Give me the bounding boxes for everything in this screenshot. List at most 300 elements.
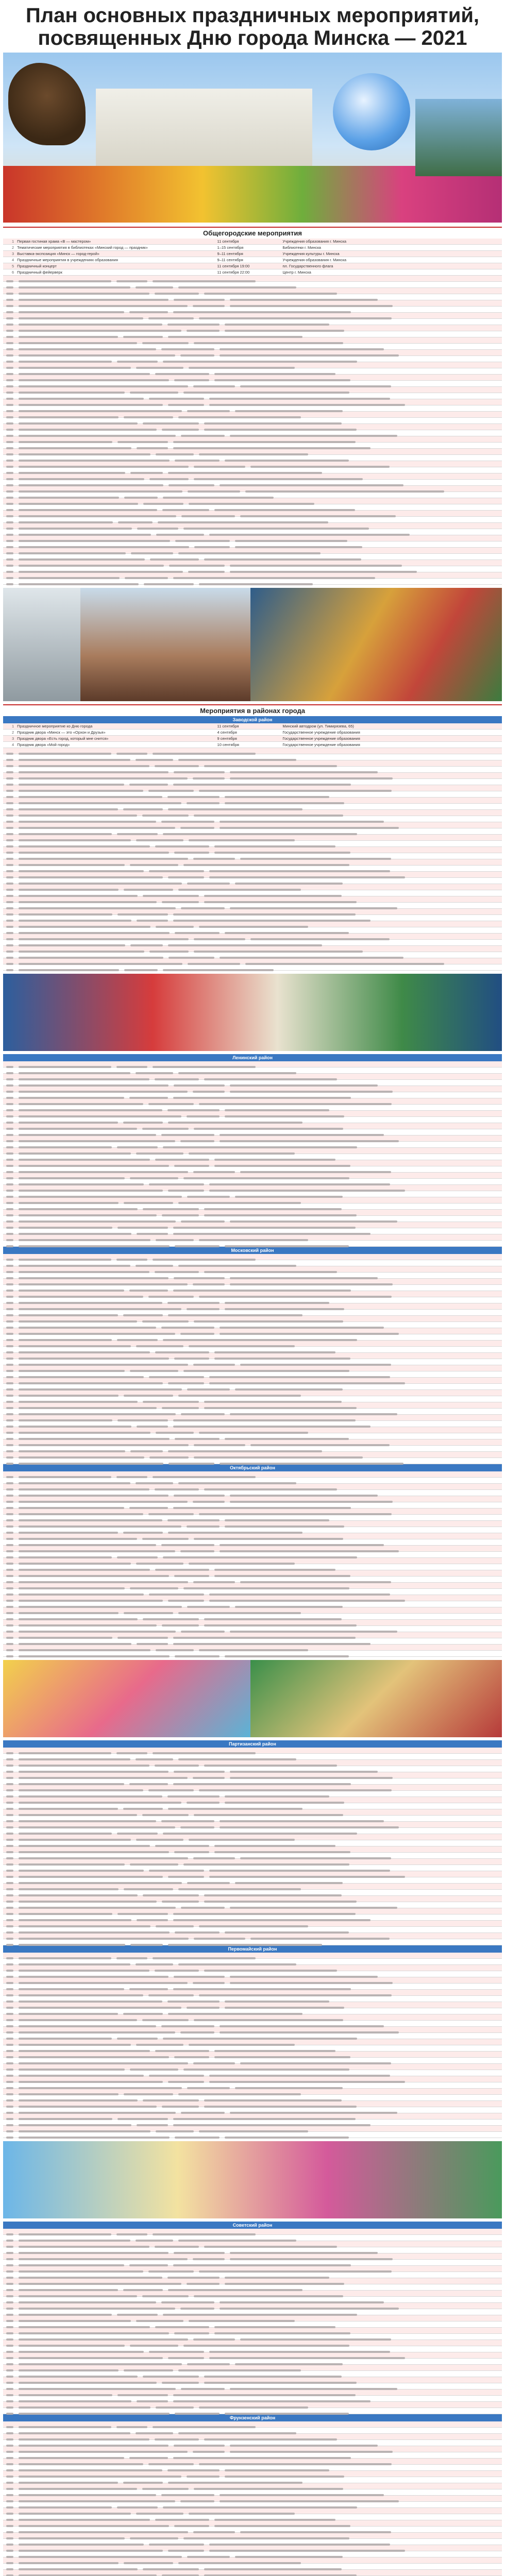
table-row	[3, 2027, 502, 2033]
table-row	[3, 1234, 502, 1241]
table-row	[3, 754, 502, 760]
table-row	[3, 1061, 502, 1067]
photo-strip-2	[3, 974, 502, 1051]
table-row	[3, 362, 502, 368]
table-cell	[6, 583, 13, 585]
table-row	[3, 523, 502, 529]
table-row	[3, 1098, 502, 1105]
table-row	[3, 2489, 502, 2496]
table-row	[3, 566, 502, 572]
table-row	[3, 529, 502, 535]
table-cell	[175, 1655, 220, 1657]
table-row	[3, 1210, 502, 1216]
table-cell	[225, 1655, 349, 1657]
table-row	[3, 1754, 502, 1760]
table-row	[3, 866, 502, 872]
table-row	[3, 393, 502, 399]
table-row	[3, 319, 502, 325]
table-row	[3, 1990, 502, 1996]
table-cell	[19, 2137, 170, 2139]
table-row	[3, 1853, 502, 1859]
table-row	[3, 2120, 502, 2126]
table-row	[3, 375, 502, 381]
table-row	[3, 2021, 502, 2027]
table-row: 3 Праздник двора «Есть город, который мне снится» 9 сентября Государственное учреждение образования	[3, 736, 502, 742]
table-row	[3, 1785, 502, 1791]
table-cell	[19, 1245, 170, 1247]
table-row	[3, 2008, 502, 2014]
table-row	[3, 1478, 502, 1484]
table-row	[3, 1959, 502, 1965]
table-row	[3, 1384, 502, 1390]
table-cell	[19, 1655, 170, 1657]
table-row	[3, 2545, 502, 2551]
table-row	[3, 1154, 502, 1160]
table-row: 1 Праздничное мероприятие ко Дню города 11 сентября Минский автодром (ул. Тимирязева, 65)	[3, 723, 502, 730]
table-row	[3, 560, 502, 566]
table-row	[3, 1933, 502, 1939]
district-band-moskovsky: Московский район	[3, 1247, 502, 1254]
table-row	[3, 2253, 502, 2260]
table-row	[3, 368, 502, 375]
table-row	[3, 2113, 502, 2120]
table-cell	[6, 1944, 13, 1946]
district-band-partizansky: Партизанский район	[3, 1740, 502, 1748]
table-cell	[19, 583, 139, 585]
district-table-continued	[3, 2421, 502, 2576]
table-row: 4 Праздник двора «Мой город» 10 сентября Государственное учреждение образования	[3, 742, 502, 748]
table-row	[3, 2126, 502, 2132]
district-band-sovetsky: Советский район	[3, 2222, 502, 2229]
table-row	[3, 2002, 502, 2008]
table-row	[3, 1117, 502, 1123]
table-row	[3, 418, 502, 424]
table-row	[3, 2383, 502, 2389]
table-row	[3, 1129, 502, 1136]
table-row	[3, 1266, 502, 1273]
table-row	[3, 572, 502, 579]
table-row	[3, 2465, 502, 2471]
table-row	[3, 1552, 502, 1558]
table-cell	[168, 1944, 322, 1946]
table-row	[3, 424, 502, 430]
table-row	[3, 1092, 502, 1098]
table-row	[3, 847, 502, 853]
table-row	[3, 2527, 502, 2533]
table-row	[3, 1080, 502, 1086]
table-row	[3, 511, 502, 517]
table-row	[3, 430, 502, 436]
table-row	[3, 1197, 502, 1204]
table-row	[3, 2421, 502, 2428]
district-table-continued	[3, 1471, 502, 1657]
table-row	[3, 2514, 502, 2520]
district-band-leninsky: Ленинский район	[3, 1054, 502, 1061]
table-row	[3, 964, 502, 971]
table-row	[3, 2235, 502, 2241]
table-row	[3, 958, 502, 964]
district-band-frunzensky: Фрунзенский район	[3, 2414, 502, 2421]
table-row	[3, 1828, 502, 1834]
table-cell	[6, 1245, 13, 1247]
table-row	[3, 517, 502, 523]
table-row	[3, 1803, 502, 1809]
table-row	[3, 1105, 502, 1111]
table-row	[3, 2408, 502, 2414]
title-line-2: посвященных Дню города Минска — 2021	[38, 27, 467, 49]
table-row	[3, 1490, 502, 1496]
photo-crowd-right	[415, 99, 502, 176]
table-row	[3, 1439, 502, 1446]
table-row	[3, 946, 502, 952]
table-row	[3, 1216, 502, 1222]
table-cell	[220, 1463, 403, 1465]
table-row	[3, 1914, 502, 1921]
table-row	[3, 443, 502, 449]
table-row	[3, 1834, 502, 1840]
table-row	[3, 1123, 502, 1129]
photo-dancers	[3, 2141, 502, 2218]
table-row	[3, 1877, 502, 1884]
top-photo-collage	[3, 53, 502, 223]
table-row	[3, 307, 502, 313]
district-band-zavodskoy: Заводской район	[3, 716, 502, 723]
table-cell	[245, 490, 444, 493]
table-row	[3, 2315, 502, 2321]
table-row	[3, 2371, 502, 2377]
table-row	[3, 2533, 502, 2539]
table-row	[3, 2402, 502, 2408]
table-row	[3, 748, 502, 754]
table-row	[3, 2434, 502, 2440]
general-events-table	[3, 239, 502, 276]
table-row	[3, 1415, 502, 1421]
table-row	[3, 2278, 502, 2284]
table-row	[3, 2352, 502, 2359]
table-cell	[225, 1245, 349, 1247]
table-row	[3, 1086, 502, 1092]
table-row	[3, 535, 502, 541]
district-band-oktyabrsky: Октябрьский район	[3, 1464, 502, 1471]
table-row	[3, 2551, 502, 2557]
table-row	[3, 1984, 502, 1990]
photo-city-building	[96, 89, 312, 171]
table-row	[3, 1871, 502, 1877]
table-row	[3, 1334, 502, 1341]
photo-balloon	[333, 73, 410, 150]
table-row	[3, 1509, 502, 1515]
table-row	[3, 492, 502, 498]
table-row	[3, 1409, 502, 1415]
table-row	[3, 1228, 502, 1234]
table-row	[3, 381, 502, 387]
table-row	[3, 1484, 502, 1490]
photo-monument	[3, 588, 80, 701]
table-cell	[199, 583, 313, 585]
table-row	[3, 1273, 502, 1279]
table-row	[3, 2058, 502, 2064]
general-table-continued	[3, 276, 502, 585]
table-row	[3, 2564, 502, 2570]
table-row	[3, 1996, 502, 2002]
table-row	[3, 1607, 502, 1614]
table-cell	[175, 2413, 220, 2415]
photo-parade	[3, 974, 502, 1051]
table-row	[3, 909, 502, 915]
table-row	[3, 798, 502, 804]
table-row	[3, 1421, 502, 1427]
table-row	[3, 1446, 502, 1452]
table-row	[3, 1378, 502, 1384]
table-row: 6 Праздничный фейерверк 11 сентября 22:00 Центр г. Минска	[3, 269, 502, 276]
table-row	[3, 1173, 502, 1179]
table-cell	[169, 1463, 214, 1465]
table-row	[3, 1160, 502, 1166]
table-row	[3, 2365, 502, 2371]
table-row	[3, 2291, 502, 2297]
table-row	[3, 2483, 502, 2489]
table-row	[3, 1191, 502, 1197]
table-row	[3, 2284, 502, 2291]
table-row	[3, 480, 502, 486]
table-row	[3, 2321, 502, 2328]
table-row	[3, 2241, 502, 2247]
table-row	[3, 853, 502, 859]
table-row	[3, 331, 502, 337]
table-row	[3, 1427, 502, 1433]
table-row	[3, 1797, 502, 1803]
table-row	[3, 2346, 502, 2352]
table-row	[3, 2377, 502, 2383]
photo-costume	[250, 1660, 502, 1737]
table-cell	[175, 1245, 220, 1247]
photo-children-art	[3, 1660, 250, 1737]
table-row	[3, 1977, 502, 1984]
table-row	[3, 1583, 502, 1589]
table-cell	[245, 963, 444, 965]
table-row	[3, 2496, 502, 2502]
table-row	[3, 1846, 502, 1853]
table-row	[3, 1816, 502, 1822]
table-row	[3, 952, 502, 958]
table-row	[3, 1890, 502, 1896]
table-row	[3, 2508, 502, 2514]
table-row	[3, 455, 502, 461]
table-row	[3, 915, 502, 921]
table-row	[3, 1241, 502, 1247]
table-row	[3, 2107, 502, 2113]
table-cell	[124, 969, 158, 971]
table-row	[3, 1353, 502, 1359]
table-row	[3, 884, 502, 890]
table-row	[3, 878, 502, 884]
table-row	[3, 467, 502, 473]
table-row	[3, 1142, 502, 1148]
table-row	[3, 903, 502, 909]
table-row	[3, 1748, 502, 1754]
table-row	[3, 1359, 502, 1365]
table-row	[3, 2272, 502, 2278]
table-row	[3, 1341, 502, 1347]
table-row	[3, 1760, 502, 1766]
table-row	[3, 1074, 502, 1080]
table-row	[3, 2052, 502, 2058]
table-row	[3, 579, 502, 585]
table-row	[3, 282, 502, 288]
photo-strip-1	[3, 588, 502, 701]
table-row	[3, 350, 502, 356]
table-row	[3, 1840, 502, 1846]
table-row	[3, 498, 502, 504]
table-row	[3, 1614, 502, 1620]
table-row	[3, 1521, 502, 1527]
table-row	[3, 1791, 502, 1797]
table-row	[3, 921, 502, 927]
table-row	[3, 2247, 502, 2253]
district-table-continued	[3, 1254, 502, 1464]
table-row	[3, 2428, 502, 2434]
table-row	[3, 1322, 502, 1328]
table-row	[3, 1539, 502, 1546]
district-table-continued	[3, 1953, 502, 2138]
table-cell	[6, 1655, 13, 1657]
table-row	[3, 810, 502, 816]
table-row	[3, 1365, 502, 1371]
table-row	[3, 1822, 502, 1828]
table-cell	[175, 2137, 220, 2139]
table-row	[3, 804, 502, 810]
table-row	[3, 1884, 502, 1890]
table-row	[3, 927, 502, 934]
table-row	[3, 1452, 502, 1458]
table-row	[3, 2303, 502, 2309]
table-row	[3, 822, 502, 828]
table-row	[3, 1166, 502, 1173]
table-row	[3, 2557, 502, 2564]
table-row	[3, 2260, 502, 2266]
table-row	[3, 1577, 502, 1583]
table-row	[3, 1316, 502, 1322]
section-general-heading: Общегородские мероприятия	[3, 227, 502, 239]
table-row	[3, 2014, 502, 2021]
district-table-continued	[3, 1061, 502, 1247]
table-row	[3, 896, 502, 903]
table-row	[3, 2440, 502, 2446]
table-row	[3, 461, 502, 467]
table-cell	[6, 2137, 13, 2139]
table-row	[3, 2095, 502, 2101]
table-row	[3, 1927, 502, 1933]
table-row	[3, 1809, 502, 1816]
district-events-table	[3, 723, 502, 748]
table-row	[3, 2359, 502, 2365]
table-row	[3, 548, 502, 554]
table-row	[3, 1645, 502, 1651]
table-row	[3, 1651, 502, 1657]
table-row	[3, 2328, 502, 2334]
table-row	[3, 2389, 502, 2396]
table-cell	[225, 2137, 349, 2139]
table-row	[3, 1402, 502, 1409]
table-row	[3, 1546, 502, 1552]
table-row	[3, 1778, 502, 1785]
table-row	[3, 2101, 502, 2107]
table-row	[3, 1179, 502, 1185]
table-row	[3, 436, 502, 443]
table-row	[3, 816, 502, 822]
table-row	[3, 1291, 502, 1297]
table-row	[3, 1859, 502, 1865]
table-row	[3, 1310, 502, 1316]
table-row	[3, 486, 502, 492]
table-row	[3, 1279, 502, 1285]
table-row	[3, 300, 502, 307]
table-cell	[225, 2413, 349, 2415]
table-row	[3, 1601, 502, 1607]
table-row	[3, 1965, 502, 1971]
table-row	[3, 1396, 502, 1402]
table-row	[3, 2520, 502, 2527]
table-row	[3, 835, 502, 841]
title-line-1: План основных праздничных мероприятий,	[25, 4, 480, 27]
table-cell	[6, 1463, 13, 1465]
table-row	[3, 2033, 502, 2039]
table-row	[3, 1111, 502, 1117]
district-band-pervomaysky: Первомайский район	[3, 1945, 502, 1953]
table-cell	[130, 1944, 163, 1946]
table-row	[3, 934, 502, 940]
page-title	[10, 4, 495, 49]
table-cell	[19, 969, 119, 971]
table-row	[3, 1297, 502, 1303]
table-row	[3, 1136, 502, 1142]
table-row	[3, 412, 502, 418]
table-row: 2 Тематические мероприятия в библиотеках «Минский город — праздник» 1–15 сентября Библиотеки г. Минска	[3, 245, 502, 251]
table-row	[3, 785, 502, 791]
table-row	[3, 294, 502, 300]
table-cell	[144, 583, 194, 585]
table-row	[3, 1496, 502, 1502]
table-cell	[6, 969, 13, 971]
table-row	[3, 1953, 502, 1959]
table-row	[3, 2459, 502, 2465]
table-row	[3, 2229, 502, 2235]
table-row: 3 Выставка-экспозиция «Минск — город-герой» 9–11 сентября Учреждения культуры г. Минска	[3, 251, 502, 257]
table-cell	[163, 969, 274, 971]
table-row	[3, 890, 502, 896]
table-row	[3, 1347, 502, 1353]
table-row	[3, 1390, 502, 1396]
table-row	[3, 767, 502, 773]
table-row	[3, 1185, 502, 1191]
table-row	[3, 2070, 502, 2076]
table-row	[3, 1896, 502, 1902]
table-cell	[19, 1944, 125, 1946]
table-row	[3, 1204, 502, 1210]
table-row	[3, 504, 502, 511]
table-row	[3, 2309, 502, 2315]
section-districts-heading: Мероприятия в районах города	[3, 704, 502, 716]
table-cell	[19, 1463, 163, 1465]
table-row	[3, 337, 502, 344]
table-row: 2 Праздник двора «Минск — это «Орхон и Друзья» 4 сентября Государственное учреждение образования	[3, 730, 502, 736]
table-row	[3, 2089, 502, 2095]
table-row	[3, 1638, 502, 1645]
table-row	[3, 1371, 502, 1378]
table-row	[3, 1908, 502, 1914]
table-row	[3, 2076, 502, 2082]
table-row	[3, 1502, 502, 1509]
